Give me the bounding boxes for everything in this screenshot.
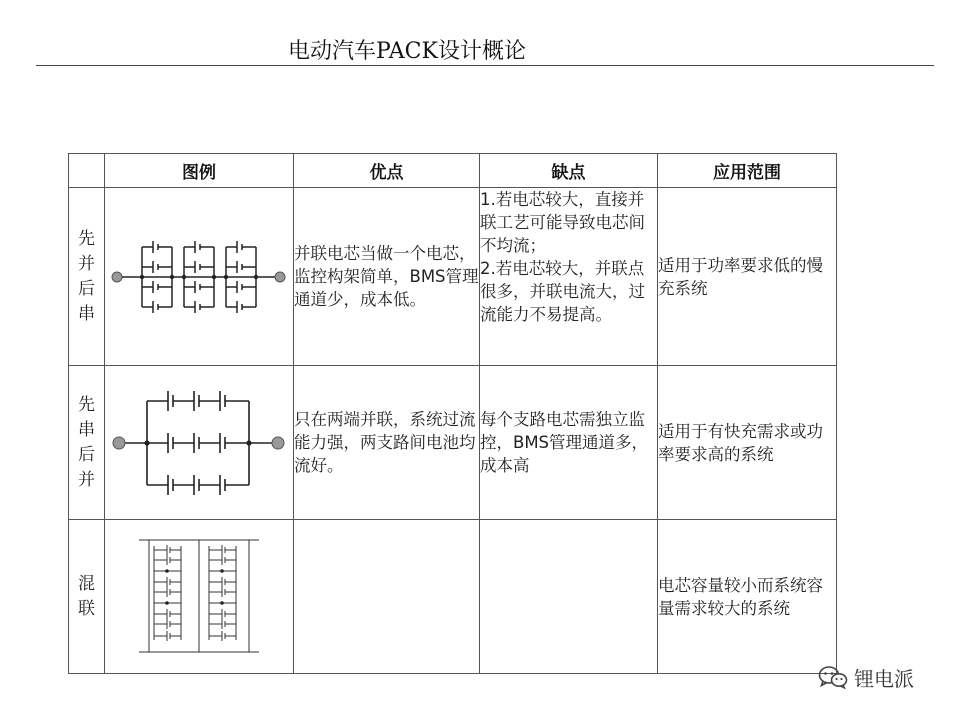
application-cell: 适用于有快充需求或功率要求高的系统 (658, 366, 837, 520)
row-label-parallel-series (69, 188, 105, 366)
table-row (69, 366, 837, 520)
table-header-row (69, 154, 837, 188)
advantages-cell: 只在两端并联，系统过流能力强，两支路间电池均流好。 (294, 366, 480, 520)
mixed-circuit-diagram (109, 532, 289, 662)
advantages-cell (294, 520, 480, 674)
series-parallel-circuit-diagram (109, 378, 289, 508)
row-label-char: 后 (78, 278, 95, 299)
diagram-cell (105, 188, 294, 366)
row-label-char: 混 (78, 573, 95, 594)
row-label-char: 并 (78, 469, 95, 490)
application-cell: 适用于功率要求低的慢充系统 (658, 188, 837, 366)
row-label-char: 联 (78, 598, 95, 619)
row-label-char: 串 (78, 303, 95, 324)
header-advantages: 优点 (294, 154, 480, 188)
comparison-table (68, 153, 837, 674)
row-label-char: 后 (78, 444, 95, 465)
row-label-mixed (69, 520, 105, 674)
watermark (818, 664, 914, 690)
disadvantages-cell: 每个支路电芯需独立监控，BMS管理通道多，成本高 (480, 366, 658, 520)
advantages-cell: 并联电芯当做一个电芯，监控构架简单，BMS管理通道少，成本低。 (294, 188, 480, 366)
wechat-icon (818, 665, 848, 689)
header-disadvantages: 缺点 (480, 154, 658, 188)
table-row (69, 520, 837, 674)
page-title: 电动汽车PACK设计概论 (288, 39, 526, 64)
header-diagram: 图例 (105, 154, 294, 188)
diagram-cell (105, 520, 294, 674)
title-divider (36, 65, 934, 66)
row-label-char: 先 (78, 228, 95, 249)
row-label-char: 并 (78, 253, 95, 274)
row-label-char: 先 (78, 394, 95, 415)
row-label-series-parallel (69, 366, 105, 520)
row-label-char: 串 (78, 419, 95, 440)
header-blank (69, 154, 105, 188)
disadvantages-cell (480, 520, 658, 674)
watermark-text: 锂电派 (854, 666, 914, 691)
parallel-series-circuit-diagram (109, 227, 289, 327)
header-application: 应用范围 (658, 154, 837, 188)
disadvantages-cell: 1.若电芯较大，直接并联工艺可能导致电芯间不均流； 2.若电芯较大，并联点很多，并联电流大，过流能力不易提高。 (480, 188, 658, 366)
table-row (69, 188, 837, 366)
application-cell: 电芯容量较小而系统容量需求较大的系统 (658, 520, 837, 674)
diagram-cell (105, 366, 294, 520)
